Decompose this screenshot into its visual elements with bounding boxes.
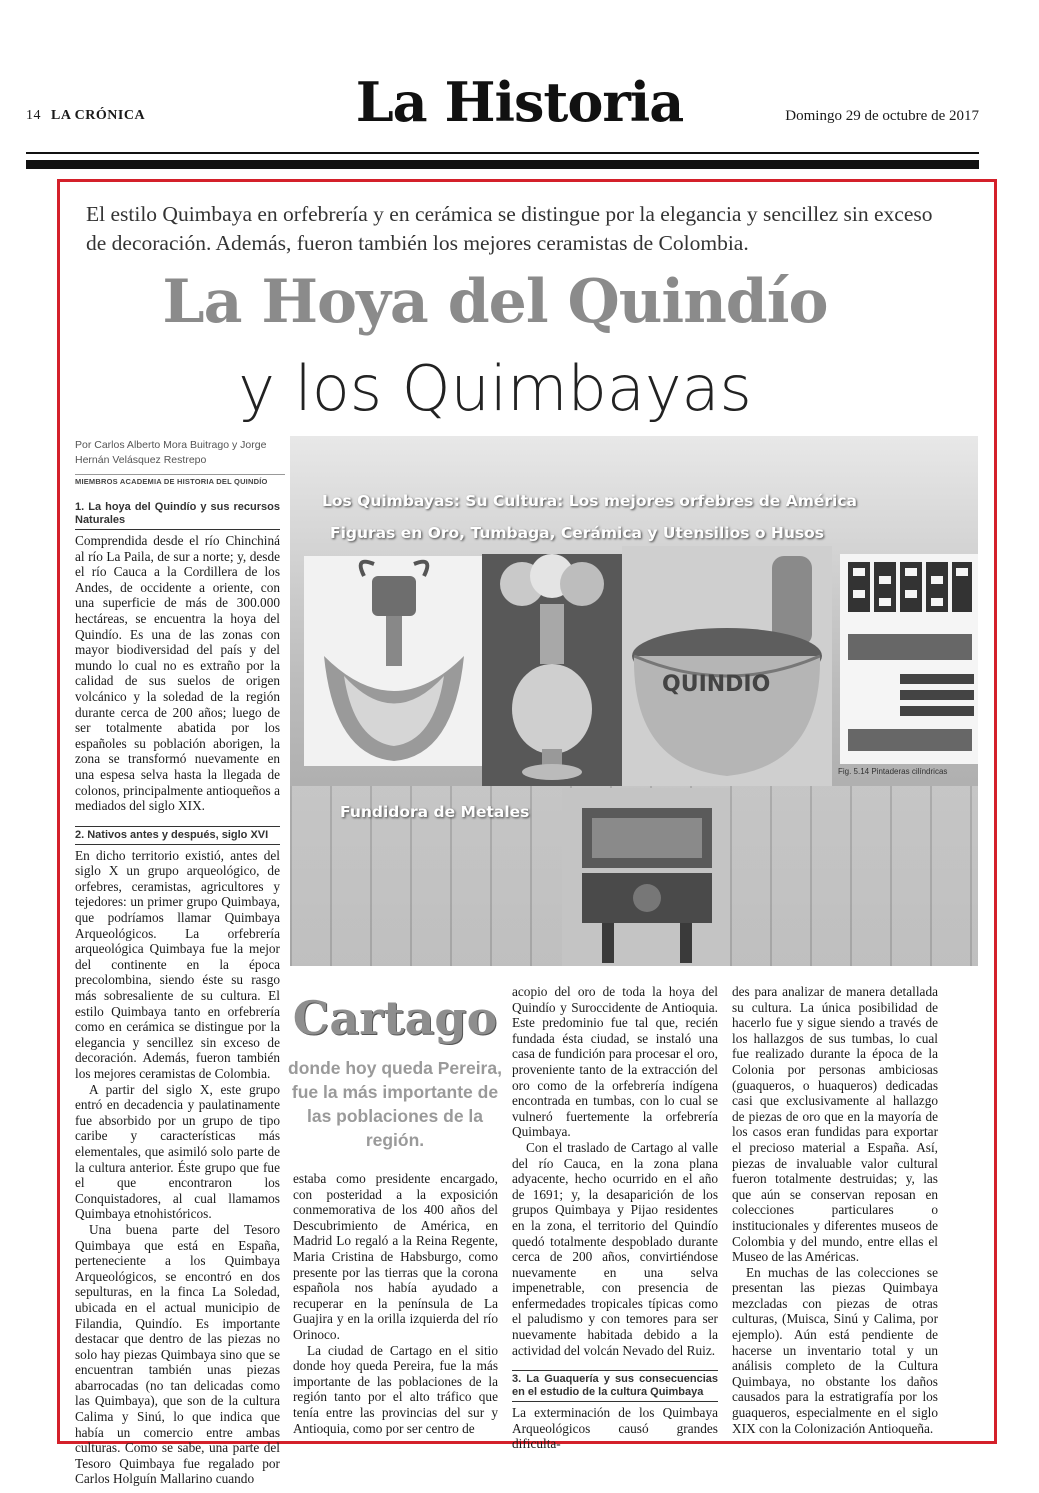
column-4 [732, 984, 938, 1436]
section-heading-2: 2. Nativos antes y después, siglo XVI [75, 826, 280, 845]
header-rule-thin [26, 152, 979, 154]
bowl-inscription: QUINDIO [662, 672, 771, 697]
section-title: La Historia [355, 70, 684, 134]
paragraph: Comprendida desde el río Chinchiná al río La Paila, de sur a norte; y, desde el río Cauca a la Cordillera de los Andes, de occidente a oriente, con una superficie de más de 300.000 hectáreas, se encuentra la hoya del Quindío. Es una de las zonas con mayor biodiversidad del país y del mundo lo cual no es extraño por la calidad de sus suelos de origen volcánico y la soledad de la región durante cerca de 200 años; luego de ser totalmente abatida por los españoles su población aborigen, la zona se transformó nuevamente en una espesa selva hasta la llegada de colonos, principalmente antioqueños a mediados del siglo XIX. [75, 533, 280, 814]
cylindrical-stamps-image [840, 554, 978, 764]
collage-title-line2: Figuras en Oro, Tumbaga, Cerámica y Utensilios o Husos [330, 524, 825, 542]
paragraph: Una buena parte del Tesoro Quimbaya que está en España, perteneciente a los Quimbaya Arqueológicos, se encontró en dos sepulturas, en la finca La Soledad, ubicada en el actual municipio de Filandia, Quindío. Es importante destacar que dentro de las piezas no solo hay piezas Quimbaya sino que se encuentran también unas piezas abarrocadas (no tan delicadas como las Quimbaya), que son de la cultura Calima y Sinú, lo que indica que había un comercio entre ambas culturas. Como se sabe, una parte del Tesoro Quimbaya fue regalado por Carlos Holguín Mallarino cuando [75, 1221, 280, 1487]
section-heading-3: 3. La Guaquería y sus consecuencias en el estudio de la cultura Quimbaya [512, 1370, 718, 1402]
article-deck: El estilo Quimbaya en orfebrería y en cerámica se distingue por la elegancia y sencillez sin exceso de decoración. Además, fueron también los mejores ceramistas de Colombia. [86, 202, 933, 255]
paragraph: En dicho territorio existió, antes del siglo X un grupo arqueológico, de orfebres, ceramistas, agricultores y tejedores: un primer grupo Quimbaya, que podríamos llamar Quimbaya Arqueológicos. La orfebrería arqueológica Quimbaya fue la mejor del continente en la época precolombina, siendo éste su rasgo más sobresaliente de su cultura. El estilo Quimbaya tanto en orfebrería como en cerámica se distingue por la elegancia y sencillez sin exceso de decoración. Además, fueron también los mejores ceramistas de Colombia. [75, 847, 280, 1081]
issue-date: Domingo 29 de octubre de 2017 [785, 108, 979, 124]
gold-vase-image [482, 554, 622, 786]
section-heading-1: 1. La hoya del Quindío y sus recursos Naturales [75, 501, 280, 530]
collage-foundry-label: Fundidora de Metales [340, 803, 530, 821]
column-3 [512, 984, 718, 1452]
column-2 [293, 1171, 498, 1436]
paragraph: La ciudad de Cartago en el sitio donde hoy queda Pereira, fue la más importante de las poblaciones de la región tanto por el alto tráfico que tenía entre las provincias del sur y Antioquia, como por ser centro de [293, 1342, 498, 1436]
collage-title-line1: Los Quimbayas: Su Cultura: Los mejores orfebres de América [322, 492, 857, 510]
column-1 [75, 501, 280, 1487]
byline: Por Carlos Alberto Mora Buitrago y Jorge Hernán Velásquez Restrepo [75, 439, 267, 466]
paragraph: des para analizar de manera detallada su cultura. La única posibilidad de hacerlo fue y sigue siendo a través de los hallazgos de sus tumbas, lo cual fue realizado durante la época de la Colonia por personas ambiciosas (guaqueros, o huaqueros) dedicadas casi que exclusivamente al hallazgo de piezas de oro que en la mayoría de los casos eran fundidas para exportar el precioso material a España. Así, piezas de invaluable valor cultural fueron totalmente destruidas; y, las que aún se conservan reposan en colecciones particulares o institucionales y diferentes museos de Colombia y del mundo, entre ellas el Museo de las Américas. [732, 984, 938, 1265]
byline-role: MIEMBROS ACADEMIA DE HISTORIA DEL QUINDÍO [75, 474, 285, 486]
paragraph: acopio del oro de toda la hoya del Quindío y Suroccidente de Antioquia. Este predominio fue tal que, recién fundada ésta ciudad, se instaló una casa de fundición para procesar el oro, proveniente tanto de la extracción del oro como de la orfebrería indígena encontrada en tumbas, con lo cual se vulneró fuertemente la orfebrería Quimbaya. [512, 984, 718, 1140]
paragraph: En muchas de las colecciones se presentan las piezas Quimbaya mezcladas con piezas de otras culturas, (Muisca, Sinú y Calima, por ejemplo). Aún está pendiente de hacerse un inventario total y un análisis completo de la Cultura Quimbaya, no obstante los daños causados para la estratigrafía por los guaqueros, especialmente en el siglo XIX con la Colonización Antioqueña. [732, 1264, 938, 1436]
headline-main: La Hoya del Quindío [162, 267, 828, 337]
publication-name: LA CRÓNICA [51, 108, 146, 123]
figure-caption: Fig. 5.14 Pintaderas cilíndricas [838, 767, 948, 776]
paragraph: La exterminación de los Quimbaya Arqueológicos causó grandes dificulta- [512, 1405, 718, 1452]
gold-axe-figure-image [304, 556, 484, 766]
pullquote-text: donde hoy queda Pereira, fue la más importante de las poblaciones de la región. [288, 1058, 502, 1150]
pullquote [286, 990, 504, 1152]
paragraph: A partir del siglo X, este grupo entró en decadencia y paulatinamente fue absorbido por un grupo de tipo caribe y características más elementales, que asimiló solo parte de la cultura anterior. Éste grupo que fue el que encontraron los Conquistadores, al cual llamamos Quimbaya etnohistóricos. [75, 1081, 280, 1222]
ceramic-bowl-image [622, 546, 832, 786]
page-number: 14 [26, 108, 41, 123]
paragraph: Con el traslado de Cartago al valle del río Cauca, en la zona plana adyacente, hecho ocurrido en el año de 1691; y, la desaparición de los grupos Quimbaya y Pijao residentes en la zona, el territorio del Quindío quedó totalmente despoblado durante cerca de 200 años, convirtiéndose nuevamente en una selva impenetrable, con presencia de enfermedades tropicales típicas como el paludismo y con temores para ser nuevamente habitada debido a la actividad del volcán Nevado del Ruiz. [512, 1139, 718, 1358]
pullquote-word: Cartago [292, 991, 498, 1045]
paragraph: estaba como presidente encargado, con posteridad a la exposición conmemorativa de los 400 años del Descubrimiento de América, en Madrid Lo regaló a la Reina Regente, Maria Cristina de Habsburgo, como presente por las tierras que la corona española nos había ayudado a recuperar en la península de La Guajira y en la orilla izquierda del río Orinoco. [293, 1171, 498, 1342]
metal-foundry-image [562, 788, 730, 966]
artifacts-collage [290, 436, 978, 966]
header-rule-thick [26, 160, 979, 169]
headline-secondary: y los Quimbayas [238, 352, 752, 425]
